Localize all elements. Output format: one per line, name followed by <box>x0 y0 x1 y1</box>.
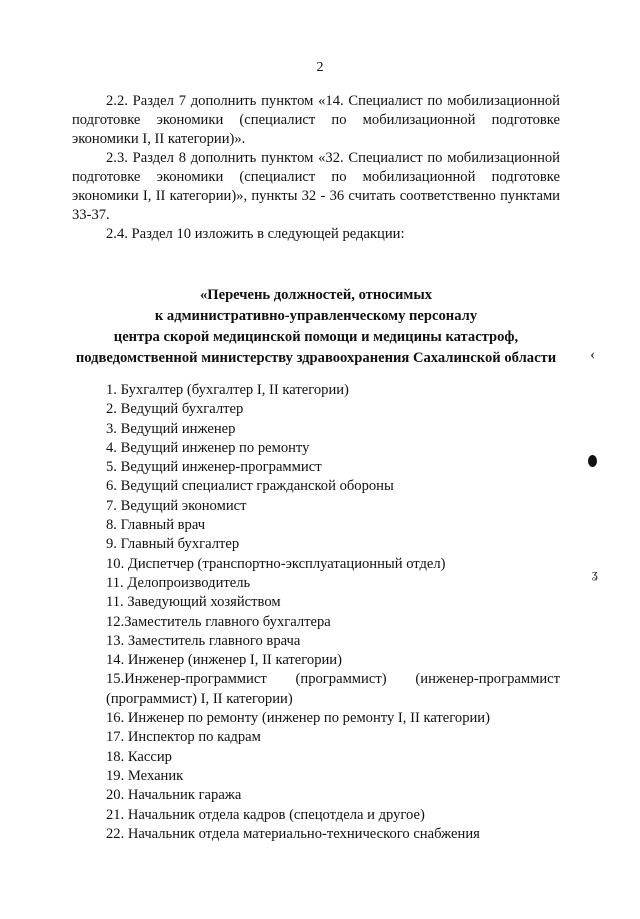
list-item: 16. Инженер по ремонту (инженер по ремонту I, II категории) <box>106 710 490 727</box>
list-heading <box>72 285 560 369</box>
positions-list <box>72 381 560 844</box>
body-text <box>72 92 560 244</box>
list-item: 7. Ведущий экономист <box>106 497 247 514</box>
list-item: 12.Заместитель главного бухгалтера <box>106 613 331 630</box>
list-item: 13. Заместитель главного врача <box>106 632 301 649</box>
heading-line: центра скорой медицинской помощи и медицины катастроф, <box>113 329 519 345</box>
heading-line: «Перечень должностей, относимых <box>199 287 433 303</box>
margin-scan-mark: ‹ <box>590 346 596 363</box>
list-item: 20. Начальник гаража <box>106 787 242 804</box>
list-item: 9. Главный бухгалтер <box>106 536 240 553</box>
list-item: 8. Главный врач <box>106 517 206 534</box>
list-item: 19. Механик <box>106 767 184 784</box>
list-item: 17. Инспектор по кадрам <box>106 729 261 746</box>
list-item: 5. Ведущий инженер-программист <box>106 459 322 476</box>
list-item: 3. Ведущий инженер <box>106 420 236 437</box>
list-item: 18. Кассир <box>106 748 172 765</box>
list-item: 10. Диспетчер (транспортно-эксплуатационный отдел) <box>106 555 446 572</box>
heading-line: подведомственной министерству здравоохранения Сахалинской области <box>75 350 557 366</box>
list-item: 6. Ведущий специалист гражданской обороны <box>106 478 394 495</box>
paragraph-2-3: 2.3. Раздел 8 дополнить пунктом «32. Специалист по мобилизационной подготовке экономики (специалист по мобилизационной подготовке экономики I, II категории)», пункты 32 - 36 считать соответственно пунктами 33-37. <box>72 150 560 223</box>
paragraph-2-4: 2.4. Раздел 10 изложить в следующей редакции: <box>106 226 405 242</box>
list-item: 11. Заведующий хозяйством <box>106 594 281 611</box>
list-item: 1. Бухгалтер (бухгалтер I, II категории) <box>106 382 349 398</box>
list-item: 21. Начальник отдела кадров (спецотдела и другое) <box>106 806 425 823</box>
margin-scan-dot <box>588 455 597 467</box>
list-item: 4. Ведущий инженер по ремонту <box>106 439 310 456</box>
list-item: 2. Ведущий бухгалтер <box>106 401 244 418</box>
page-number: 2 <box>316 60 324 75</box>
margin-scan-mark: ʓ <box>592 566 598 581</box>
paragraph-2-2: 2.2. Раздел 7 дополнить пунктом «14. Специалист по мобилизационной подготовке экономики (специалист по мобилизационной подготовке экономики I, II категории)». <box>72 93 560 147</box>
list-item: 11. Делопроизводитель <box>106 574 251 591</box>
list-item: 22. Начальник отдела материально-технического снабжения <box>106 825 480 842</box>
list-item: 14. Инженер (инженер I, II категории) <box>106 652 342 669</box>
list-item: 15.Инженер-программист (программист) (инженер-программист (программист) I, II категории) <box>106 671 560 707</box>
heading-line: к административно-управленческому персоналу <box>154 308 478 324</box>
